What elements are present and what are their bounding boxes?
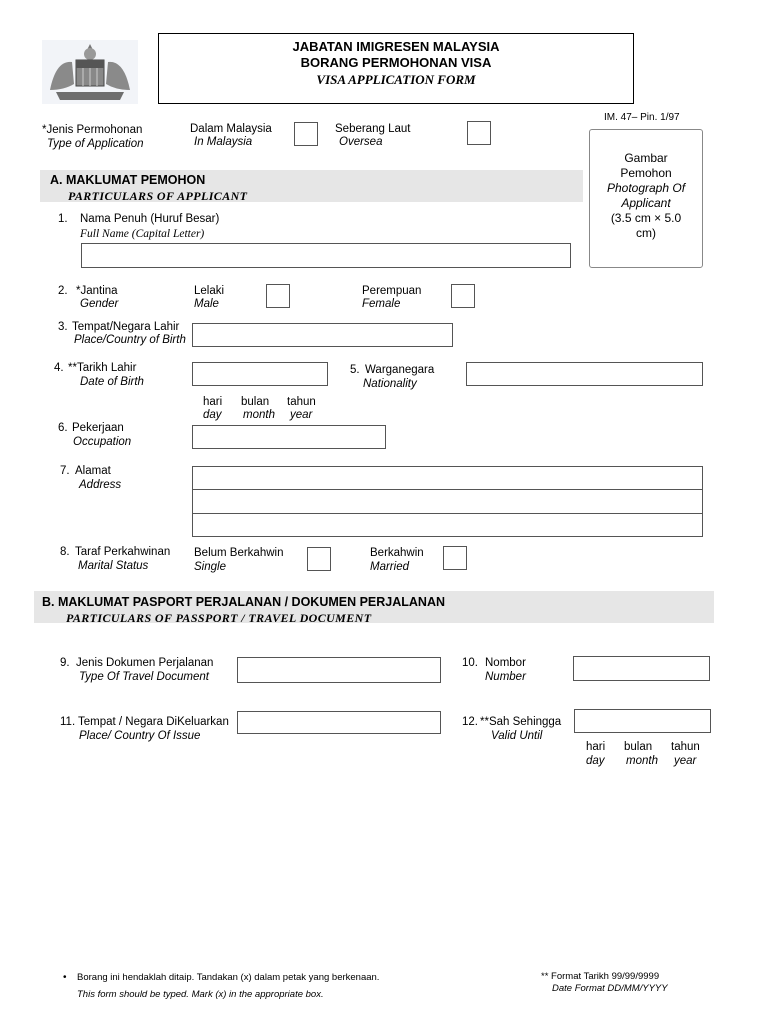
dob-month-label-en: month (243, 409, 275, 421)
dob-number: 4. (54, 362, 64, 374)
marital-number: 8. (60, 546, 70, 558)
married-label: Berkahwin (370, 547, 424, 559)
form-code: IM. 47– Pin. 1/97 (604, 112, 680, 123)
section-b-header (34, 591, 714, 623)
occupation-number: 6. (58, 422, 68, 434)
gender-label-en: Gender (80, 298, 119, 310)
section-a-title: A. MAKLUMAT PEMOHON (50, 173, 206, 187)
dob-year-label-en: year (290, 409, 313, 421)
valid-day-label-en: day (586, 755, 605, 767)
valid-year-label: tahun (671, 741, 700, 753)
gender-number: 2. (58, 285, 68, 297)
nationality-field[interactable] (466, 362, 703, 386)
nationality-label: Warganegara (365, 364, 435, 376)
date-format-note-en: Date Format DD/MM/YYYY (552, 983, 668, 994)
photo-label-5: (3.5 cm × 5.0 (610, 211, 682, 225)
marital-label: Taraf Perkahwinan (75, 546, 171, 558)
footer-note-en: This form should be typed. Mark (x) in the appropriate box. (77, 989, 324, 1000)
doc-number-number: 10. (462, 657, 478, 669)
photo-label-4: Applicant (621, 196, 671, 210)
issue-place-label-en: Place/ Country Of Issue (79, 730, 201, 742)
male-label: Lelaki (194, 285, 225, 297)
issue-place-field[interactable] (237, 711, 441, 734)
valid-until-field[interactable] (574, 709, 711, 733)
doctype-label-en: Type Of Travel Document (79, 671, 209, 683)
full-name-label-en: Full Name (Capital Letter) (80, 228, 205, 240)
in-malaysia-label: Dalam Malaysia (190, 123, 272, 135)
gender-label: *Jantina (76, 285, 118, 297)
full-name-field[interactable] (81, 243, 571, 268)
section-b-title: B. MAKLUMAT PASPORT PERJALANAN / DOKUMEN PERJALANAN (42, 595, 446, 609)
application-type-label-en: Type of Application (47, 138, 144, 150)
dob-month-label: bulan (241, 396, 270, 408)
birthplace-label-en: Place/Country of Birth (74, 334, 186, 346)
married-checkbox[interactable] (443, 546, 467, 570)
occupation-field[interactable] (192, 425, 386, 449)
oversea-checkbox[interactable] (467, 121, 491, 145)
in-malaysia-checkbox[interactable] (294, 122, 318, 146)
single-label-en: Single (194, 561, 226, 573)
doc-number-field[interactable] (573, 656, 710, 681)
nationality-label-en: Nationality (363, 378, 417, 390)
section-a-header (40, 170, 583, 202)
footer-note: Borang ini hendaklah ditaip. Tandakan (x) dalam petak yang berkenaan. (77, 972, 380, 983)
photo-label-6: cm) (636, 226, 656, 240)
single-label: Belum Berkahwin (194, 547, 284, 559)
dob-field[interactable] (192, 362, 328, 386)
dob-year-label: tahun (287, 396, 316, 408)
birthplace-number: 3. (58, 321, 68, 333)
bullet-icon: • (63, 972, 67, 983)
valid-until-label-en: Valid Until (491, 730, 543, 742)
dob-label-en: Date of Birth (80, 376, 144, 388)
doc-number-label-en: Number (485, 671, 526, 683)
valid-month-label: bulan (624, 741, 653, 753)
female-label-en: Female (362, 298, 401, 310)
issue-place-label: Tempat / Negara DiKeluarkan (78, 716, 229, 728)
valid-month-label-en: month (626, 755, 658, 767)
occupation-label-en: Occupation (73, 436, 132, 448)
form-title-line2: BORANG PERMOHONAN VISA (300, 55, 492, 70)
valid-year-label-en: year (674, 755, 697, 767)
valid-until-number: 12. (462, 716, 478, 728)
section-b-subtitle: PARTICULARS OF PASSPORT / TRAVEL DOCUMENT (66, 611, 372, 623)
oversea-label: Seberang Laut (335, 123, 411, 135)
male-checkbox[interactable] (266, 284, 290, 308)
dob-day-label: hari (203, 396, 223, 408)
in-malaysia-label-en: In Malaysia (194, 136, 253, 148)
full-name-label: Nama Penuh (Huruf Besar) (80, 213, 220, 225)
single-checkbox[interactable] (307, 547, 331, 571)
full-name-number: 1. (58, 213, 68, 225)
nationality-number: 5. (350, 364, 360, 376)
married-label-en: Married (370, 561, 409, 573)
birthplace-field[interactable] (192, 323, 453, 347)
date-format-note: ** Format Tarikh 99/99/9999 (541, 971, 660, 982)
malaysia-coat-of-arms-icon (42, 40, 138, 104)
form-title-line1: JABATAN IMIGRESEN MALAYSIA (292, 39, 500, 54)
photo-label-2: Pemohon (620, 166, 672, 180)
address-field-line1[interactable] (192, 466, 703, 490)
section-a-subtitle: PARTICULARS OF APPLICANT (68, 189, 248, 202)
photo-label-1: Gambar (624, 151, 668, 165)
oversea-label-en: Oversea (339, 136, 383, 148)
doctype-label: Jenis Dokumen Perjalanan (76, 657, 214, 669)
female-label: Perempuan (362, 285, 422, 297)
issue-place-number: 11. (60, 716, 76, 728)
dob-label: **Tarikh Lahir (68, 362, 137, 374)
valid-until-label: **Sah Sehingga (480, 716, 562, 728)
address-label-en: Address (79, 479, 122, 491)
occupation-label: Pekerjaan (72, 422, 124, 434)
address-label: Alamat (75, 465, 111, 477)
photo-label-3: Photograph Of (606, 181, 686, 195)
marital-label-en: Marital Status (78, 560, 149, 572)
form-title-line3: VISA APPLICATION FORM (316, 72, 476, 87)
application-type-label: *Jenis Permohonan (42, 124, 143, 136)
address-field-line3[interactable] (192, 513, 703, 537)
doctype-number: 9. (60, 657, 70, 669)
address-number: 7. (60, 465, 70, 477)
valid-day-label: hari (586, 741, 606, 753)
male-label-en: Male (194, 298, 219, 310)
female-checkbox[interactable] (451, 284, 475, 308)
address-field-line2[interactable] (192, 489, 703, 514)
doctype-field[interactable] (237, 657, 441, 683)
birthplace-label: Tempat/Negara Lahir (72, 321, 180, 333)
doc-number-label: Nombor (485, 657, 526, 669)
dob-day-label-en: day (203, 409, 222, 421)
